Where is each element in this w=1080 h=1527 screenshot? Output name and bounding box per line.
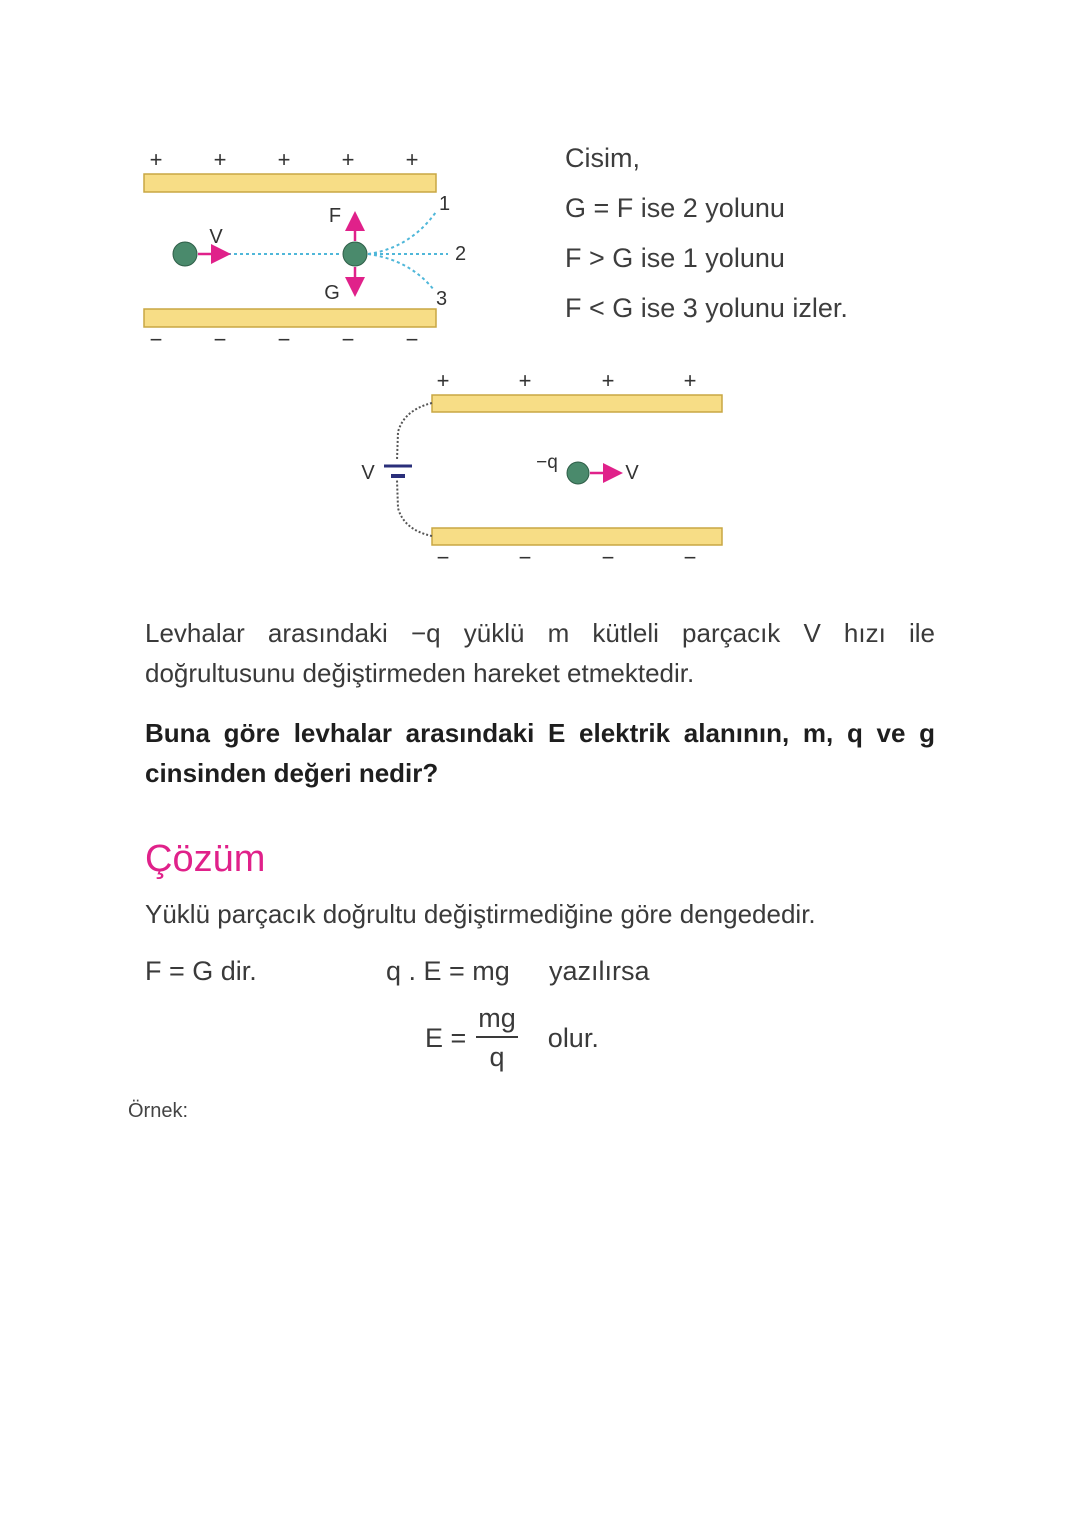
path-label-3: 3 (436, 288, 448, 310)
fraction-numerator: mg (476, 1002, 518, 1038)
rule-line: F > G ise 1 yolunu (565, 243, 785, 273)
bottom-plate (144, 309, 436, 327)
example-label: Örnek: (128, 1100, 189, 1122)
path-1 (368, 212, 436, 254)
equation-suffix: yazılırsa (549, 956, 650, 986)
problem-statement-line1: Levhalar arasındaki −q yüklü m kütleli parçacık V hızı ile (145, 618, 935, 648)
charge-label: −q (536, 452, 558, 473)
question-line1: Buna göre levhalar arasındaki E elektrik alanının, m, q ve g (145, 718, 935, 748)
wire-bottom (397, 480, 432, 536)
plus-sign: + (149, 147, 163, 172)
minus-sign: − (683, 545, 697, 570)
equation-result (425, 1002, 599, 1074)
solution-heading: Çözüm (145, 838, 266, 880)
equation-balance: F = G dir. (145, 956, 257, 986)
minus-sign: − (436, 545, 450, 570)
particle-ball (343, 242, 367, 266)
wire-top (397, 403, 432, 460)
plus-sign: + (405, 147, 419, 172)
solution-text: Yüklü parçacık doğrultu değiştirmediğine göre dengededir. (145, 899, 816, 929)
particle-ball (173, 242, 197, 266)
fraction-denominator: q (489, 1042, 505, 1072)
minus-sign: − (277, 327, 291, 352)
question-line2: cinsinden değeri nedir? (145, 758, 439, 788)
plus-sign: + (277, 147, 291, 172)
minus-sign: − (601, 545, 615, 570)
deflection-figure (130, 140, 490, 355)
particle-ball (567, 462, 589, 484)
minus-sign: − (149, 327, 163, 352)
velocity-label: V (625, 462, 639, 484)
force-label: F (328, 205, 342, 227)
plus-sign: + (213, 147, 227, 172)
bottom-plate (432, 528, 722, 545)
minus-sign: − (405, 327, 419, 352)
path-label-1: 1 (439, 193, 451, 215)
problem-statement-line2: doğrultusunu değiştirmeden hareket etmektedir. (145, 658, 695, 688)
top-plate (432, 395, 722, 412)
plus-sign: + (436, 368, 450, 393)
top-plate (144, 174, 436, 192)
plus-sign: + (601, 368, 615, 393)
rules-intro: Cisim, (565, 143, 640, 173)
minus-sign: − (341, 327, 355, 352)
minus-sign: − (213, 327, 227, 352)
equation-result-suffix: olur. (547, 1022, 599, 1053)
battery-label: V (361, 462, 375, 484)
fraction (476, 1002, 518, 1074)
path-label-2: 2 (455, 243, 467, 265)
path-3 (368, 254, 434, 290)
minus-sign: − (518, 545, 532, 570)
plus-sign: + (341, 147, 355, 172)
rule-line: G = F ise 2 yolunu (565, 193, 785, 223)
equation-result-left: E = (425, 1022, 467, 1053)
gravity-label: G (324, 282, 340, 304)
plus-sign: + (518, 368, 532, 393)
capacitor-figure (350, 362, 740, 577)
plus-sign: + (683, 368, 697, 393)
equation-qe-mg: q . E = mg (386, 956, 510, 986)
velocity-label: V (209, 226, 223, 248)
rule-line: F < G ise 3 yolunu izler. (565, 293, 848, 323)
